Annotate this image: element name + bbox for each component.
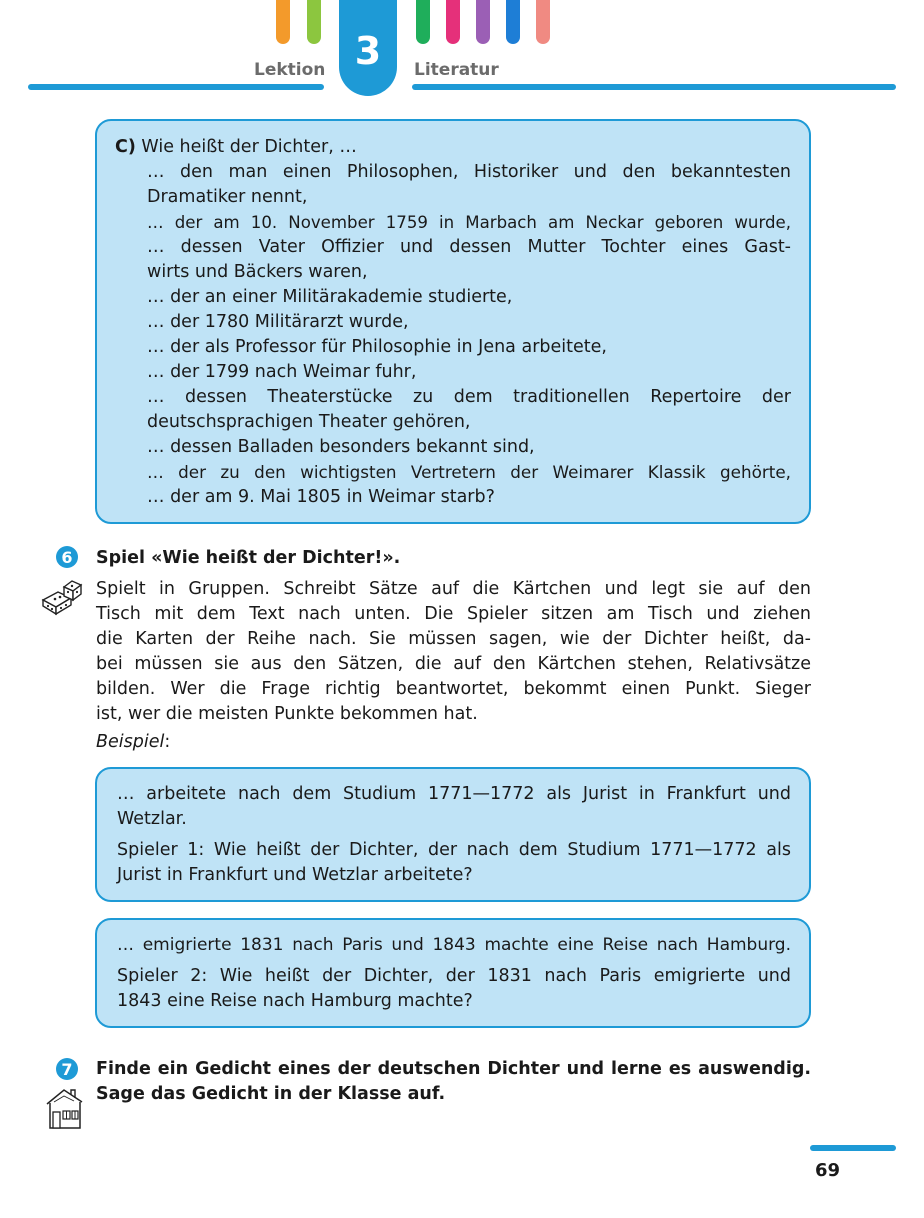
dice-icon — [40, 578, 84, 618]
task-6-line: Tisch mit dem Text nach unten. Die Spieler sitzen am Tisch und ziehen — [96, 604, 811, 624]
footer-rule — [810, 1145, 896, 1151]
example-label-colon: : — [164, 732, 171, 752]
example-2-box — [95, 918, 811, 1028]
section-c-label: C) — [115, 137, 136, 157]
tab-blue — [506, 0, 520, 44]
task-6-title: Spiel «Wie heißt der Dichter!». — [96, 548, 401, 568]
section-c-line: … der 1799 nach Weimar fuhr, — [147, 362, 417, 382]
task-6-line: bei müssen sie aus den Sätzen, die auf den Kärtchen stehen, Relativsätze — [96, 654, 811, 674]
topic-title: Literatur — [414, 60, 499, 80]
section-c-question: Wie heißt der Dichter, … — [141, 137, 357, 157]
section-c-box — [95, 119, 811, 524]
section-c-line: … dessen Balladen besonders bekannt sind, — [147, 437, 535, 457]
section-c-intro — [115, 135, 791, 160]
section-c-line: … der 1780 Militärarzt wurde, — [147, 312, 409, 332]
example-2-line: … emigrierte 1831 nach Paris und 1843 machte eine Reise nach Hamburg. — [117, 935, 791, 955]
section-c-line: deutschsprachigen Theater gehören, — [147, 412, 471, 432]
task-6-line: bilden. Wer die Frage richtig beantwortet, bekommt einen Punkt. Sieger — [96, 679, 811, 699]
header-rule-right — [412, 84, 896, 90]
example-label — [96, 730, 811, 755]
example-1-line: Wetzlar. — [117, 809, 187, 829]
section-c-lines — [115, 160, 791, 510]
tab-green — [307, 0, 321, 44]
example-label-text: Beispiel — [96, 732, 165, 752]
task-7-line: Sage das Gedicht in der Klasse auf. — [96, 1084, 446, 1104]
example-1-box — [95, 767, 811, 902]
example-1-line: … arbeitete nach dem Studium 1771—1772 als Jurist in Frankfurt und — [117, 784, 791, 804]
task-7-line: Finde ein Gedicht eines der deutschen Dichter und lerne es auswendig. — [96, 1059, 811, 1079]
page-number: 69 — [814, 1160, 840, 1181]
task-6-line: ist, wer die meisten Punkte bekommen hat. — [96, 704, 478, 724]
section-c-line: … der am 10. November 1759 in Marbach am Neckar geboren wurde, — [147, 213, 791, 232]
task-7-number: 7 — [56, 1058, 78, 1080]
task-6-line: die Karten der Reihe nach. Sie müssen sagen, wie der Dichter heißt, da- — [96, 629, 811, 649]
lesson-label: Lektion — [254, 60, 326, 80]
header-rule-left — [28, 84, 324, 90]
house-icon — [44, 1086, 86, 1132]
section-c-line: … der an einer Militärakademie studierte, — [147, 287, 513, 307]
section-c-line: … dessen Theaterstücke zu dem traditionellen Repertoire der — [147, 387, 791, 407]
example-2-line: 1843 eine Reise nach Hamburg machte? — [117, 991, 473, 1011]
example-1-line: Jurist in Frankfurt und Wetzlar arbeitete? — [117, 865, 473, 885]
tab-orange — [276, 0, 290, 44]
example-1-line: Spieler 1: Wie heißt der Dichter, der nach dem Studium 1771—1772 als — [117, 840, 791, 860]
example-2-line: Spieler 2: Wie heißt der Dichter, der 1831 nach Paris emigrierte und — [117, 966, 791, 986]
tab-pink — [446, 0, 460, 44]
task-6-number: 6 — [56, 546, 78, 568]
tab-purple — [476, 0, 490, 44]
section-c-line: … der als Professor für Philosophie in Jena arbeitete, — [147, 337, 607, 357]
lesson-number: 3 — [339, 0, 397, 96]
section-c-line: … der am 9. Mai 1805 in Weimar starb? — [147, 487, 495, 507]
tab-darkgreen — [416, 0, 430, 44]
task-6-text — [96, 577, 811, 755]
tab-salmon — [536, 0, 550, 44]
section-c-line: wirts und Bäckers waren, — [147, 262, 368, 282]
section-c-line: … dessen Vater Offizier und dessen Mutter Tochter eines Gast- — [147, 237, 791, 257]
section-c-line: Dramatiker nennt, — [147, 187, 308, 207]
task-6-line: Spielt in Gruppen. Schreibt Sätze auf die Kärtchen und legt sie auf den — [96, 579, 811, 599]
section-c-line: … der zu den wichtigsten Vertretern der Weimarer Klassik gehörte, — [147, 462, 791, 482]
task-7-text — [96, 1057, 811, 1107]
section-c-line: … den man einen Philosophen, Historiker und den bekanntesten — [147, 162, 791, 182]
